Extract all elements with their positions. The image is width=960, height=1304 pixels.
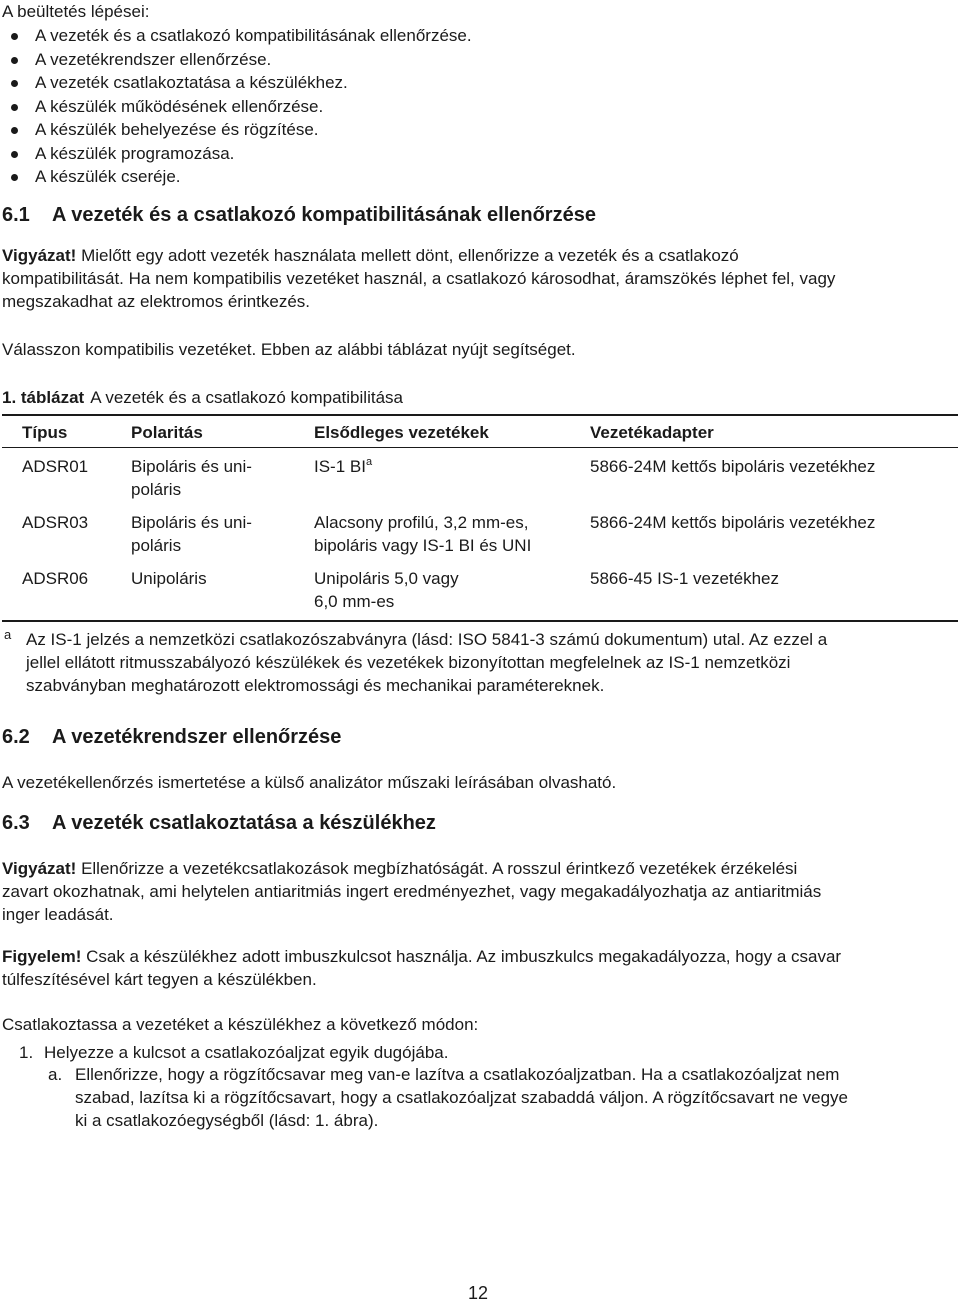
substep-letter: a. (48, 1065, 63, 1084)
paragraph: Csatlakoztassa a vezetéket a készülékhez a következő módon: (2, 1015, 479, 1034)
bullet-icon (11, 174, 18, 181)
section-6-2-heading (2, 726, 341, 749)
table-footnote: Az IS-1 jelzés a nemzetközi csatlakozószabványra (lásd: ISO 5841-3 számú dokumentum) utal. Az ezzel a jellel ellátott ritmusszabályozó készülékek és vezetékek bizonyítottan megfelelnek az IS-1 nemzetközi szabványban meghatározott elektromossági és mechanikai paramétereknek. (26, 630, 828, 695)
list-item: A készülék programozása. (0, 142, 472, 166)
page-number: 12 (468, 1283, 489, 1303)
step-text: Helyezze a kulcsot a csatlakozóaljzat egyik dugójába. (44, 1043, 449, 1062)
intro-title: A beültetés lépései: (2, 2, 150, 21)
section-title: A vezeték csatlakoztatása a készülékhez (52, 812, 436, 834)
table-cell-polarity: Bipoláris és uni- poláris (131, 457, 252, 499)
bullet-icon (11, 80, 18, 87)
table-cell-leads: Alacsony profilú, 3,2 mm-es, bipoláris vagy IS-1 BI és UNI (314, 513, 532, 555)
table-header-polarity: Polaritás (131, 423, 203, 442)
table-cell-type: ADSR03 (22, 513, 89, 532)
footnote-mark: a (4, 627, 12, 642)
section-title: A vezetékrendszer ellenőrzése (52, 726, 342, 748)
list-item: A vezetékrendszer ellenőrzése. (0, 48, 472, 72)
table-cell-adapter: 5866-24M kettős bipoláris vezetékhez (590, 513, 876, 532)
bullet-icon (11, 127, 18, 134)
substep-text: Ellenőrizze, hogy a rögzítőcsavar meg van-e lazítva a csatlakozóaljzatban. Ha a csatlakozóaljzat nem szabad, lazítsa ki a rögzítőcsavart, hogy a csatlakozóaljzat szabaddá váljon. A rögzítőcsavart ne vegye ki a csatlakozóegységből (lásd: 1. ábra). (75, 1065, 848, 1130)
section-title: A vezeték és a csatlakozó kompatibilitásának ellenőrzése (52, 204, 596, 226)
warning-label: Vigyázat! (2, 859, 77, 878)
table-header-rule (2, 447, 958, 448)
table-header-adapter: Vezetékadapter (590, 423, 714, 442)
section-number: 6.2 (2, 726, 30, 748)
section-number: 6.3 (2, 812, 30, 834)
table-header-type: Típus (22, 423, 68, 442)
table-cell-polarity: Unipoláris (131, 569, 207, 588)
warning-label: Vigyázat! (2, 246, 77, 265)
section-6-1-heading (2, 204, 596, 227)
list-item: A vezeték csatlakoztatása a készülékhez. (0, 71, 472, 95)
caution-note: Figyelem! Csak a készülékhez adott imbuszkulcsot használja. Az imbuszkulcs megakadályozza, hogy a csavar túlfeszítésével kárt tegyen a készülékben. (2, 947, 842, 989)
bullet-icon (11, 104, 18, 111)
table-bottom-rule (2, 620, 958, 622)
table-caption-label: 1. táblázat (2, 388, 85, 407)
table-cell-leads: IS-1 $BI^a$ (314, 456, 373, 476)
step-number: 1. (19, 1043, 34, 1062)
bullet-icon (11, 151, 18, 158)
paragraph: Válasszon kompatibilis vezetéket. Ebben az alábbi táblázat nyújt segítséget. (2, 340, 576, 359)
table-cell-polarity: Bipoláris és uni- poláris (131, 513, 252, 555)
warning-6-1: Vigyázat! Mielőtt egy adott vezeték használata mellett dönt, ellenőrizze a vezeték és a csatlakozó kompatibilitását. Ha nem kompatibilis vezetéket használ, a csatlakozó károsodhat, áramszökés léphet fel, vagy megszakadhat az elektromos érintkezés. (2, 246, 836, 311)
section-6-3-heading (2, 812, 436, 835)
table-caption-text: A vezeték és a csatlakozó kompatibilitása (90, 388, 403, 407)
warning-6-3: Vigyázat! Ellenőrizze a vezetékcsatlakozások megbízhatóságát. A rosszul érintkező vezetékek érzékelési zavart okozhatnak, ami helytelen antiaritmiás ingert eredményezhet, vagy megakadályozhatja az antiaritmiás inger leadását. (2, 859, 822, 924)
list-item: A készülék behelyezése és rögzítése. (0, 118, 472, 142)
list-item: A készülék cseréje. (0, 165, 472, 189)
table-cell-adapter: 5866-24M kettős bipoláris vezetékhez (590, 457, 876, 476)
table-cell-type: ADSR01 (22, 457, 89, 476)
table-top-rule (2, 414, 958, 416)
footnote-ref: a (365, 456, 373, 468)
table-cell-adapter: 5866-45 IS-1 vezetékhez (590, 569, 780, 588)
table-caption (2, 388, 403, 408)
table-cell-leads: Unipoláris 5,0 vagy 6,0 mm-es (314, 569, 459, 611)
table-cell-type: ADSR06 (22, 569, 89, 588)
table-header-leads: Elsődleges vezetékek (314, 423, 489, 442)
section-number: 6.1 (2, 204, 30, 226)
caution-label: Figyelem! (2, 947, 82, 966)
list-item: A készülék működésének ellenőrzése. (0, 95, 472, 119)
bullet-icon (11, 57, 18, 64)
list-item: A vezeték és a csatlakozó kompatibilitásának ellenőrzése. (0, 24, 472, 48)
implant-steps-list (0, 24, 472, 189)
paragraph: A vezetékellenőrzés ismertetése a külső analizátor műszaki leírásában olvasható. (2, 773, 617, 792)
bullet-icon (11, 33, 18, 40)
